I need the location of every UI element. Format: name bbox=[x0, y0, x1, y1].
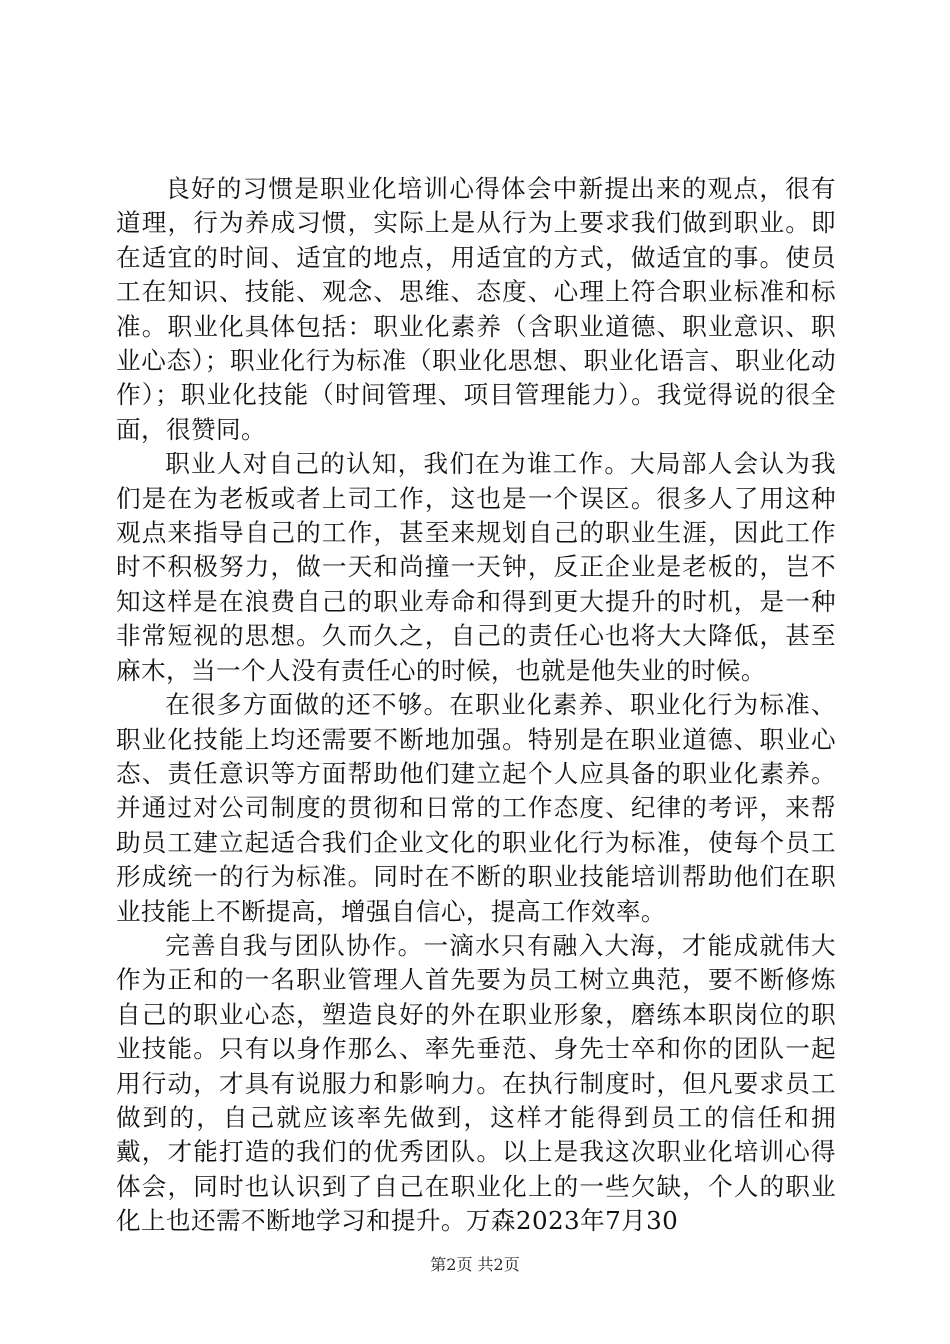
page-number-footer: 第2页 共2页 bbox=[430, 1255, 520, 1274]
paragraph-teamwork: 完善自我与团队协作。一滴水只有融入大海，才能成就伟大作为正和的一名职业管理人首先要为员工树立典范，要不断修炼自己的职业心态，塑造良好的外在职业形象，磨练本职岗位的职业技能。只有以身作那么、率先垂范、身先士卒和你的团队一起用行动，才具有说服力和影响力。在执行制度时，但凡要求员工做到的，自己就应该率先做到，这样才能得到员工的信任和拥戴，才能打造的我们的优秀团队。以上是我这次职业化培训心得体会，同时也认识到了自己在职业化上的一些欠缺，个人的职业化上也还需不断地学习和提升。万森2023年7月30 bbox=[116, 930, 836, 1236]
document-body bbox=[116, 172, 836, 1239]
paragraph-self-cognition: 职业人对自己的认知，我们在为谁工作。大局部人会认为我们是在为老板或者上司工作，这也是一个误区。很多人了用这种观点来指导自己的工作，甚至来规划自己的职业生涯，因此工作时不积极努力，做一天和尚撞一天钟，反正企业是老板的，岂不知这样是在浪费自己的职业寿命和得到更大提升的时机，是一种非常短视的思想。久而久之，自己的责任心也将大大降低，甚至麻木，当一个人没有责任心的时候，也就是他失业的时候。 bbox=[116, 449, 836, 685]
paragraph-habits: 良好的习惯是职业化培训心得体会中新提出来的观点，很有道理，行为养成习惯，实际上是从行为上要求我们做到职业。即在适宜的时间、适宜的地点，用适宜的方式，做适宜的事。使员工在知识、技能、观念、思维、态度、心理上符合职业标准和标准。职业化具体包括：职业化素养（含职业道德、职业意识、职业心态）；职业化行为标准（职业化思想、职业化语言、职业化动作）；职业化技能（时间管理、项目管理能力）。我觉得说的很全面，很赞同。 bbox=[116, 174, 836, 444]
paragraph-shortcomings: 在很多方面做的还不够。在职业化素养、职业化行为标准、职业化技能上均还需要不断地加强。特别是在职业道德、职业心态、责任意识等方面帮助他们建立起个人应具备的职业化素养。并通过对公司制度的贯彻和日常的工作态度、纪律的考评，来帮助员工建立起适合我们企业文化的职业化行为标准，使每个员工形成统一的行为标准。同时在不断的职业技能培训帮助他们在职业技能上不断提高，增强自信心，提高工作效率。 bbox=[116, 690, 836, 926]
